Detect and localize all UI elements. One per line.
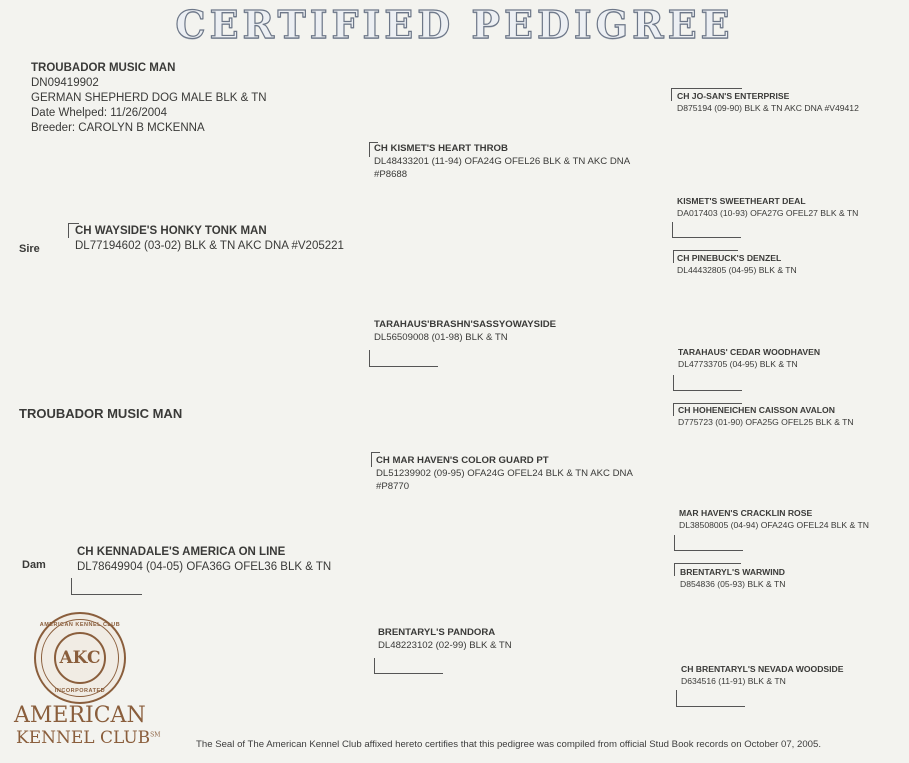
sire-name: CH WAYSIDE'S HONKY TONK MAN <box>75 225 267 237</box>
gen3-name-8: CH BRENTARYL'S NEVADA WOODSIDE <box>681 664 844 674</box>
gen2-info-1a: DL48433201 (11-94) OFA24G OFEL26 BLK & TN AKC DNA <box>374 156 631 167</box>
gen2-info-1b: #P8688 <box>374 169 408 180</box>
gen2-name-1: CH KISMET'S HEART THROB <box>374 143 508 154</box>
gen3-entry-5 <box>678 404 854 428</box>
gen3-info-7: D854836 (05-93) BLK & TN <box>680 579 786 589</box>
gen2-bracket-2 <box>369 350 438 367</box>
gen2-info-3b: #P8770 <box>376 481 410 492</box>
gen3-name-1: CH JO-SAN'S ENTERPRISE <box>677 91 790 101</box>
dam-bracket <box>71 578 142 595</box>
gen2-info-2: DL56509008 (01-98) BLK & TN <box>374 332 508 343</box>
akc-name-line2-text: KENNEL CLUB <box>16 728 151 748</box>
dam-label: Dam <box>22 559 46 571</box>
seal-center <box>54 632 106 684</box>
gen3-name-4: TARAHAUS' CEDAR WOODHAVEN <box>678 347 821 357</box>
gen3-name-5: CH HOHENEICHEN CAISSON AVALON <box>678 405 835 415</box>
dam-name: CH KENNADALE'S AMERICA ON LINE <box>77 546 286 558</box>
sire-entry <box>75 224 344 254</box>
seal-ring-bottom-text: INCORPORATED <box>54 688 106 694</box>
gen3-entry-3 <box>677 252 797 276</box>
dog-name: TROUBADOR MUSIC MAN <box>31 62 176 74</box>
gen2-bracket-4 <box>374 658 443 674</box>
gen3-entry-6 <box>679 507 869 531</box>
akc-service-mark: SM <box>150 731 161 739</box>
gen3-bracket-6 <box>674 535 743 551</box>
gen3-entry-4 <box>678 346 820 370</box>
seal-akc-monogram: AKC <box>59 648 101 668</box>
gen3-bracket-2 <box>672 222 741 238</box>
akc-name-line2 <box>16 728 160 748</box>
gen3-info-5: D775723 (01-90) OFA25G OFEL25 BLK & TN <box>678 417 854 427</box>
gen3-entry-2 <box>677 195 858 219</box>
akc-seal <box>34 612 126 704</box>
gen3-name-7: BRENTARYL'S WARWIND <box>680 567 786 577</box>
dog-whelped: Date Whelped: 11/26/2004 <box>31 107 167 119</box>
dog-breed-line: GERMAN SHEPHERD DOG MALE BLK & TN <box>31 92 267 104</box>
gen2-name-3: CH MAR HAVEN'S COLOR GUARD PT <box>376 455 549 466</box>
akc-name-line1: AMERICAN <box>14 703 146 728</box>
gen2-entry-4 <box>378 626 512 652</box>
gen3-name-3: CH PINEBUCK'S DENZEL <box>677 253 782 263</box>
gen3-entry-7 <box>680 566 785 590</box>
gen2-entry-2 <box>374 318 556 344</box>
gen3-info-3: DL44432805 (04-95) BLK & TN <box>677 265 797 275</box>
seal-ring-top-text: AMERICAN KENNEL CLUB <box>39 622 121 628</box>
gen3-info-4: DL47733705 (04-95) BLK & TN <box>678 359 798 369</box>
gen3-name-6: MAR HAVEN'S CRACKLIN ROSE <box>679 508 813 518</box>
gen2-info-4: DL48223102 (02-99) BLK & TN <box>378 640 512 651</box>
gen3-entry-1 <box>677 90 859 114</box>
dam-entry <box>77 545 331 575</box>
gen3-info-1: D875194 (09-90) BLK & TN AKC DNA #V49412 <box>677 103 859 113</box>
dog-header <box>31 61 267 136</box>
gen2-entry-1 <box>374 142 630 181</box>
certification-footer: The Seal of The American Kennel Club affixed hereto certifies that this pedigree was compiled from official Stud Book records on October 07, 2005. <box>196 739 822 750</box>
gen3-bracket-8 <box>676 690 745 707</box>
gen3-info-6: DL38508005 (04-94) OFA24G OFEL24 BLK & TN <box>679 520 869 530</box>
sire-label: Sire <box>19 243 40 255</box>
page-title: CERTIFIED PEDIGREE <box>175 2 734 47</box>
gen2-entry-3 <box>376 454 633 493</box>
sire-info: DL77194602 (03-02) BLK & TN AKC DNA #V205221 <box>75 240 344 252</box>
gen2-name-2: TARAHAUS'BRASHN'SASSYOWAYSIDE <box>374 319 557 330</box>
gen2-name-4: BRENTARYL'S PANDORA <box>378 627 496 638</box>
gen2-info-3a: DL51239902 (09-95) OFA24G OFEL24 BLK & TN AKC DNA <box>376 468 633 479</box>
dog-breeder: Breeder: CAROLYN B MCKENNA <box>31 122 205 134</box>
gen3-bracket-4 <box>673 375 742 391</box>
gen3-entry-8 <box>681 663 843 687</box>
dam-info: DL78649904 (04-05) OFA36G OFEL36 BLK & TN <box>77 561 332 573</box>
gen3-info-8: D634516 (11-91) BLK & TN <box>681 676 786 686</box>
dog-registration: DN09419902 <box>31 77 99 89</box>
gen3-name-2: KISMET'S SWEETHEART DEAL <box>677 196 806 206</box>
gen3-info-2: DA017403 (10-93) OFA27G OFEL27 BLK & TN <box>677 208 859 218</box>
subject-dog-name: TROUBADOR MUSIC MAN <box>19 406 183 421</box>
